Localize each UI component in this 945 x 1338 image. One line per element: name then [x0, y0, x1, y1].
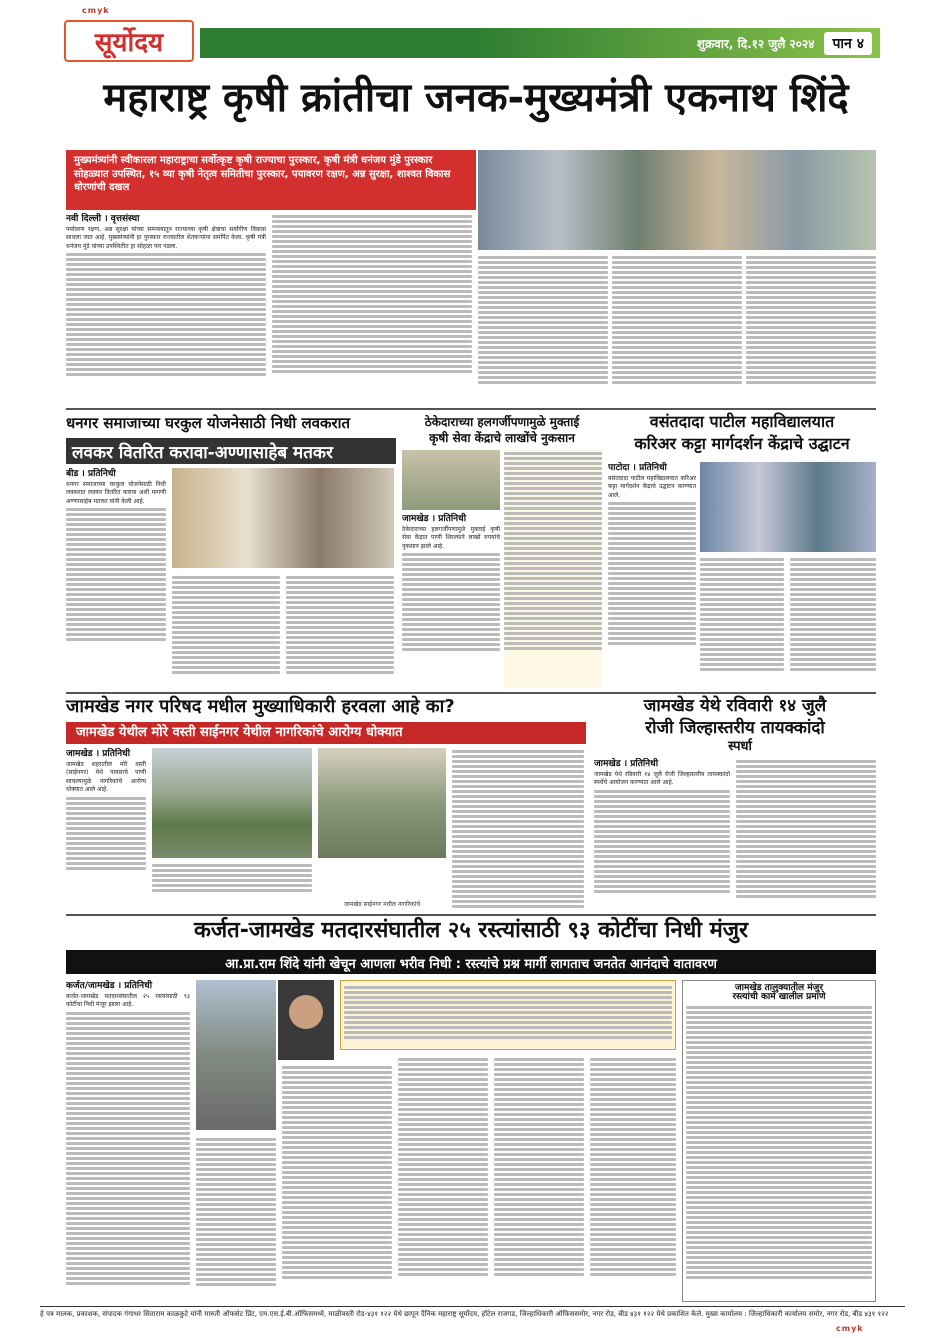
story7-highlight-lines [344, 986, 672, 1039]
story7-col2 [196, 1136, 276, 1302]
cmyk-marker-top: cmyk [82, 6, 110, 15]
story4-headline-line1: वसंतदादा पाटील महाविद्यालयात [649, 412, 835, 431]
story5-col1 [66, 748, 146, 910]
story7-headline: कर्जत-जामखेड मतदारसंघातील २५ रस्त्यांसाठी ९३ कोटींचा निधी मंजुर [193, 918, 749, 943]
story4-body: वसंतदादा पाटील महाविद्यालयात करिअर कट्टा मार्गदर्शन केंद्राचे उद्घाटन करण्यात आले. [608, 474, 696, 499]
imprint-footer: हे पत्र मालक, प्रकाशक, संपादक गंगाधर सिताराम काळकुटे यांनी मारुती ऑफसेट प्रिंट, एम.एस.ई.बी.ऑफिसमध्ये, माळीवस्ती रोड-४३१ १२२ येथे छापून दैनिक महाराष्ट्र सूर्योदय, हॉटेल राजगड, जिल्हाधिकारी ऑफिससमोर, नगर रोड, बीड ४३१ १२२ येथे प्रकाशित केले. मुख्य कार्यालय : जिल्हाधिकारी कार्यालय समोर, नगर रोड, बीड ४३१ १२२ [40, 1306, 905, 1320]
story5-caption: जामखेड साईनगर मधील नागरिकांचे [343, 901, 421, 908]
story5-subhead: जामखेड येथील मोरे वस्ती साईनगर येथील नागरिकांचे आरोग्य धोक्यात [66, 722, 586, 744]
lead-headline: महाराष्ट्र कृषी क्रांतीचा जनक-मुख्यमंत्री एकनाथ शिंदे [103, 75, 849, 121]
lead-body-col3 [478, 254, 608, 406]
story6-headline-line2: रोजी जिल्हास्तरीय तायक्कांदो [645, 718, 825, 738]
story6-col1 [594, 758, 730, 910]
lead-subhead: मुख्यमंत्र्यांनी स्वीकारला महाराष्ट्राचा सर्वोत्कृष्ट कृषी राज्याचा पुरस्कार, कृषी मंत्री धनंजय मुंडे पुरस्कार सोहळ्यात उपस्थित, १५ व्या कृषी नेतृत्व समितीचा पुरस्कार, पयावरण रक्षण, अन्न सुरक्षा, शाश्वत विकास धोरणांची दखल [66, 150, 476, 210]
story3-headline-line2: कृषी सेवा केंद्राचे लाखोंचे नुकसान [429, 431, 575, 445]
lead-dateline: नवी दिल्ली । वृत्तसंस्था [66, 214, 140, 224]
waterlogged-area-photo [152, 748, 312, 858]
story2-headline-line1: धनगर समाजाच्या घरकुल योजनेसाठी निधी लवकरात [66, 414, 351, 432]
story4-photo [700, 462, 876, 552]
story6-headline-line1: जामखेड येथे रविवारी १४ जुलै [643, 696, 827, 716]
cmyk-marker-bottom: cmyk [836, 1324, 864, 1333]
issue-date: शुक्रवार, दि.१२ जुलै २०२४ [696, 36, 815, 51]
story7-col1 [66, 980, 190, 1302]
story3-photo [402, 450, 500, 510]
story7-col6 [590, 1056, 676, 1302]
story7-subhead: आ.प्रा.राम शिंदे यांनी खेचून आणला भरीव निधी : रस्त्यांचे प्रश्न मार्गी लागताच जनतेत आनंदाचे वातावरण [66, 950, 876, 974]
award-ceremony-photo [478, 150, 876, 250]
story2-body: धनगर समाजाच्या घरकुल योजनेसाठी निधी लवकरात लवकर वितरित करावा अशी मागणी अण्णासाहेब मतकर यांनी केली आहे. [66, 480, 166, 505]
newspaper-logo: सूर्योदय [64, 20, 194, 62]
story4-col3 [790, 556, 876, 688]
story5-text-lines [66, 797, 146, 870]
story4-dateline: पाटोदा । प्रतिनिधी [608, 463, 667, 473]
story7-col3 [282, 1064, 392, 1302]
story3-col2 [504, 450, 602, 688]
story3-text-lines [402, 553, 500, 651]
story6-text-lines [594, 790, 730, 893]
lead-body-col2 [272, 213, 472, 405]
masthead-band [200, 28, 880, 58]
road-list-lines [686, 1006, 872, 1279]
road-photo [196, 980, 276, 1130]
lead-body-col1 [66, 213, 266, 405]
story5-dateline: जामखेड । प्रतिनिधी [66, 749, 131, 759]
story4-headline-line2: करिअर कट्टा मार्गदर्शन केंद्राचे उद्घाटन [634, 434, 850, 453]
section-divider-3 [66, 914, 876, 916]
story3-col1 [402, 450, 500, 688]
road-list-title-line1: जामखेड तालुक्यातील मंजुर [734, 983, 824, 993]
lead-body-col5 [746, 254, 876, 406]
story5-headline: जामखेड नगर परिषद मधील मुख्याधिकारी हरवला आहे का? [66, 696, 455, 717]
story2-headline-line2: लवकर वितरित करावा-अण्णासाहेब मतकर [66, 438, 396, 464]
story2-dateline: बीड । प्रतिनिधी [66, 469, 116, 479]
story7-text-lines [66, 1012, 190, 1285]
story2-col2 [172, 574, 280, 688]
road-list-title-line2: रस्त्यांची कामे खालील प्रमाणे [732, 992, 826, 1002]
story5-col2 [152, 862, 312, 898]
story7-col4 [398, 1056, 488, 1302]
story6-headline-line3: स्पर्धा [728, 739, 752, 754]
story3-body: ठेकेदाराच्या हलगर्जीपणामुळे मुक्ताई कृषी सेवा केंद्रात पाणी शिरल्याने लाखो रुपयांचे नुकसान झाले आहे. [402, 525, 500, 550]
page-number: पान ४ [824, 32, 872, 55]
ram-shinde-portrait [278, 980, 334, 1060]
story2-photo [172, 468, 394, 568]
story3-dateline: जामखेड । प्रतिनिधी [402, 514, 467, 524]
story6-col2 [736, 758, 876, 910]
story6-body: जामखेड येथे रविवारी १४ जुलै रोजी जिल्हास्तरीय तायक्कांदो स्पर्धेचे आयोजन करण्यात आले आहे. [594, 770, 730, 787]
section-divider-2 [66, 692, 876, 694]
story7-dateline: कर्जत/जामखेड । प्रतिनिधी [66, 981, 153, 991]
waterlogged-road-photo [318, 748, 446, 858]
story7-highlight-box [340, 980, 676, 1050]
story3-headline-line1: ठेकेदाराच्या हलगर्जीपणामुळे मुक्ताई [424, 415, 580, 429]
story4-col2 [700, 556, 784, 688]
story6-dateline: जामखेड । प्रतिनिधी [594, 759, 659, 769]
section-divider-1 [66, 408, 876, 410]
story4-col1 [608, 462, 696, 688]
road-list-box [682, 980, 876, 1302]
story7-col5 [494, 1056, 584, 1302]
story5-col3 [452, 748, 584, 910]
story2-col3 [286, 574, 394, 688]
story2-text-lines [66, 508, 166, 641]
lead-body-text: पर्यावरण रक्षण, अन्न सुरक्षा यांच्या समन्वयातून राज्याच्या कृषी क्षेत्राचा सर्वांगीण विकास साधला जात आहे. मुख्यमंत्र्यांनी हा पुरस्कार राज्यातील शेतकऱ्यांना समर्पित केला. कृषी मंत्री धनंजय मुंडे यांच्या उपस्थितीत हा सोहळा पार पडला. [66, 225, 266, 250]
story5-body: जामखेड शहरातील मोरे वस्ती (साईनगर) येथे पावसाचे पाणी साचल्यामुळे नागरिकांचे आरोग्य धोक्यात आले आहे. [66, 760, 146, 794]
story7-body: कर्जत-जामखेड मतदारसंघातील २५ रस्त्यांसाठी ९३ कोटींचा निधी मंजूर झाला आहे. [66, 992, 190, 1009]
lead-text-lines [66, 253, 266, 376]
lead-body-col4 [612, 254, 742, 406]
story4-text-lines [608, 502, 696, 645]
story2-col1 [66, 468, 166, 688]
